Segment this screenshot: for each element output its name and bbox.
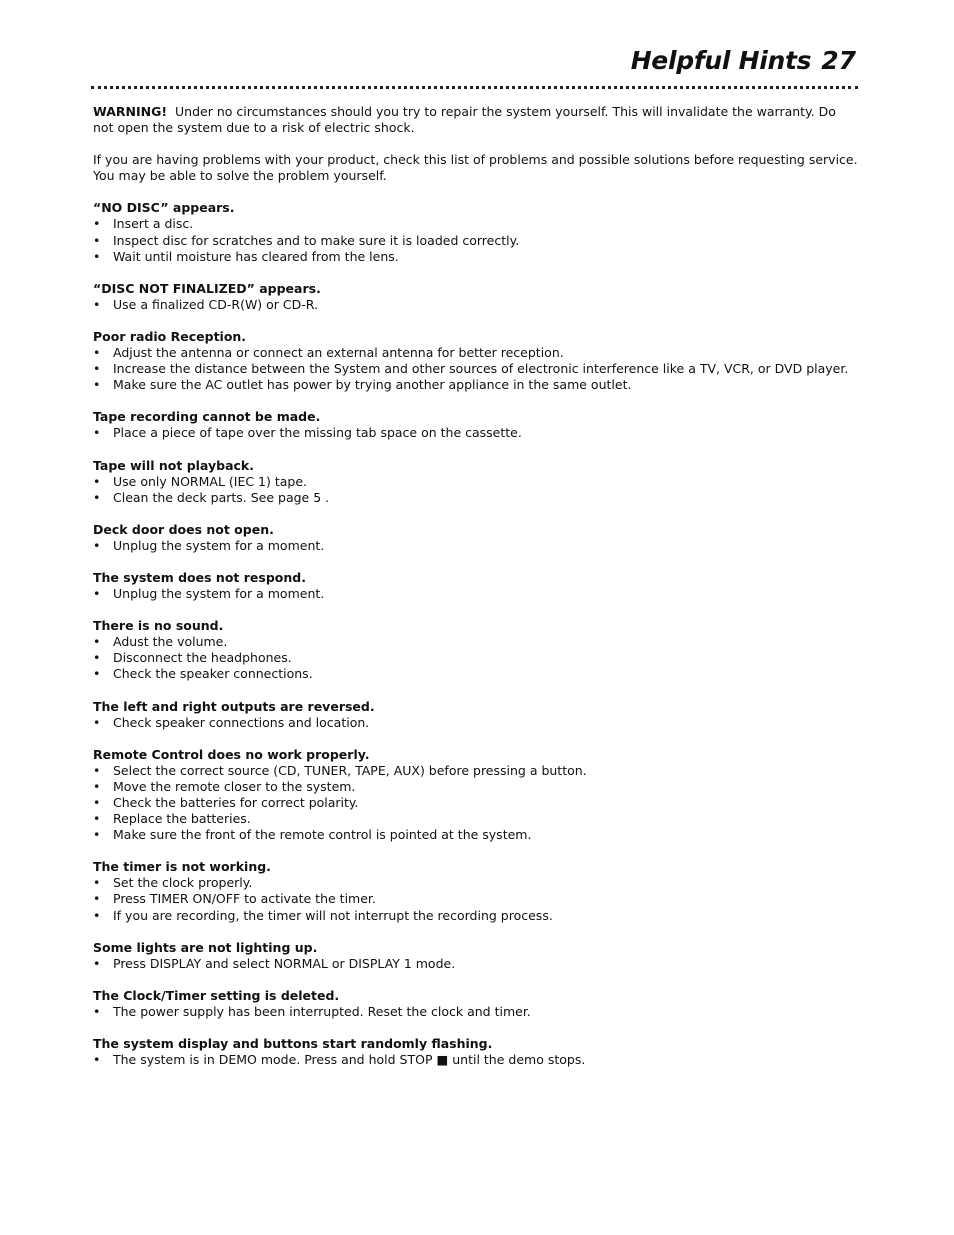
bullet-icon: • (93, 827, 101, 843)
section-heading: There is no sound. (93, 618, 224, 634)
list-item (93, 956, 858, 972)
bullet-icon: • (93, 248, 101, 264)
list-item-text: Make sure the front of the remote control is pointed at the system. (113, 827, 532, 843)
warning-label: WARNING! (93, 104, 168, 119)
troubleshooting-section (93, 329, 858, 393)
troubleshooting-section (93, 940, 858, 972)
list-item-text: Select the correct source (CD, TUNER, TAPE, AUX) before pressing a button. (113, 762, 587, 778)
bullet-icon: • (93, 795, 101, 810)
section-bullet-list (93, 425, 858, 441)
list-item (93, 425, 858, 441)
list-item-text: Check speaker connections and location. (113, 714, 370, 730)
section-heading: The Clock/Timer setting is deleted. (93, 987, 340, 1003)
troubleshooting-section (93, 618, 858, 682)
section-bullet-list (93, 345, 858, 393)
section-heading: Tape will not playback. (93, 457, 254, 473)
section-bullet-list (93, 586, 858, 602)
list-item (93, 233, 858, 249)
list-item-text: Check the speaker connections. (113, 666, 313, 682)
list-item-text: Replace the batteries. (113, 811, 251, 827)
list-item-text: The system is in DEMO mode. Press and hold STOP ■ until the demo stops. (113, 1052, 586, 1068)
list-item (93, 827, 858, 843)
bullet-icon: • (93, 425, 101, 441)
section-heading: Some lights are not lighting up. (93, 939, 318, 955)
list-item-text: Move the remote closer to the system. (113, 778, 356, 794)
warning-text: Under no circumstances should you try to repair the system yourself. This will invalidate the warranty. Do not open the system due to a risk of electric shock. (93, 104, 836, 136)
section-bullet-list (93, 715, 858, 731)
troubleshooting-section (93, 747, 858, 844)
bullet-icon: • (93, 232, 101, 248)
section-bullet-list (93, 538, 858, 554)
list-item (93, 249, 858, 265)
list-item-text: Set the clock properly. (113, 875, 253, 891)
list-item-text: Adjust the antenna or connect an external antenna for better reception. (113, 345, 564, 361)
list-item-text: Disconnect the headphones. (113, 650, 292, 666)
bullet-icon: • (93, 650, 101, 666)
section-bullet-list (93, 1052, 858, 1068)
bullet-icon: • (93, 907, 101, 923)
warning-paragraph (93, 104, 858, 136)
list-item (93, 1052, 858, 1068)
page-header (93, 46, 856, 82)
list-item (93, 216, 858, 232)
bullet-icon: • (93, 778, 101, 794)
list-item (93, 474, 858, 490)
bullet-icon: • (93, 891, 101, 907)
troubleshooting-section (93, 409, 858, 441)
section-bullet-list (93, 763, 858, 843)
list-item (93, 875, 858, 891)
bullet-icon: • (93, 955, 101, 971)
bullet-icon: • (93, 361, 101, 377)
list-item-text: Unplug the system for a moment. (113, 586, 325, 602)
troubleshooting-section (93, 570, 858, 602)
list-item-text: Place a piece of tape over the missing tab space on the cassette. (113, 425, 522, 441)
troubleshooting-section (93, 200, 858, 264)
bullet-icon: • (93, 811, 101, 827)
section-bullet-list (93, 875, 858, 923)
troubleshooting-sections (93, 200, 858, 1068)
list-item-text: The power supply has been interrupted. Reset the clock and timer. (113, 1003, 531, 1019)
section-heading: Tape recording cannot be made. (93, 409, 321, 425)
list-item-text: Press DISPLAY and select NORMAL or DISPLAY 1 mode. (113, 955, 456, 971)
section-heading: “DISC NOT FINALIZED” appears. (93, 280, 321, 296)
section-heading: “NO DISC” appears. (93, 200, 235, 216)
intro-paragraph: If you are having problems with your product, check this list of problems and possible solutions before requesting service. You may be able to solve the problem yourself. (93, 152, 858, 184)
list-item-text: Use a finalized CD-R(W) or CD-R. (113, 296, 318, 312)
section-bullet-list (93, 1004, 858, 1020)
section-bullet-list (93, 956, 858, 972)
list-item (93, 650, 858, 666)
section-bullet-list (93, 634, 858, 682)
header-dotted-rule (91, 86, 858, 89)
section-bullet-list (93, 474, 858, 506)
list-item (93, 908, 858, 924)
page-body (93, 104, 858, 1084)
troubleshooting-section (93, 699, 858, 731)
bullet-icon: • (93, 377, 101, 393)
list-item (93, 795, 858, 811)
troubleshooting-section (93, 281, 858, 313)
list-item-text: Use only NORMAL (IEC 1) tape. (113, 473, 308, 489)
section-heading: The timer is not working. (93, 859, 271, 875)
section-heading: The left and right outputs are reversed. (93, 698, 375, 714)
list-item-text: Clean the deck parts. See page 5 . (113, 489, 330, 505)
section-heading: The system does not respond. (93, 569, 306, 585)
troubleshooting-section (93, 522, 858, 554)
troubleshooting-section (93, 859, 858, 923)
list-item-text: Press TIMER ON/OFF to activate the timer. (113, 891, 376, 907)
bullet-icon: • (93, 1003, 101, 1019)
troubleshooting-section (93, 1036, 858, 1068)
list-item (93, 377, 858, 393)
section-bullet-list (93, 216, 858, 264)
list-item (93, 811, 858, 827)
list-item (93, 634, 858, 650)
section-heading: Remote Control does no work properly. (93, 746, 370, 762)
list-item (93, 586, 858, 602)
section-heading: The system display and buttons start randomly flashing. (93, 1036, 493, 1052)
bullet-icon: • (93, 666, 101, 682)
bullet-icon: • (93, 473, 101, 489)
list-item (93, 779, 858, 795)
bullet-icon: • (93, 537, 101, 553)
bullet-icon: • (93, 762, 101, 778)
list-item (93, 297, 858, 313)
list-item (93, 1004, 858, 1020)
bullet-icon: • (93, 345, 101, 361)
list-item-text: Unplug the system for a moment. (113, 537, 325, 553)
list-item-text: Check the batteries for correct polarity. (113, 795, 359, 810)
bullet-icon: • (93, 489, 101, 505)
list-item (93, 666, 858, 682)
list-item (93, 538, 858, 554)
list-item-text: Inspect disc for scratches and to make sure it is loaded correctly. (113, 232, 520, 248)
list-item-text: If you are recording, the timer will not interrupt the recording process. (113, 907, 553, 923)
list-item-text: Insert a disc. (113, 216, 194, 232)
list-item-text: Wait until moisture has cleared from the lens. (113, 248, 399, 264)
troubleshooting-section (93, 988, 858, 1020)
page-number: 27 (821, 46, 856, 75)
bullet-icon: • (93, 296, 101, 312)
troubleshooting-section (93, 458, 858, 506)
list-item (93, 361, 858, 377)
bullet-icon: • (93, 216, 101, 232)
list-item (93, 891, 858, 907)
section-heading: Poor radio Reception. (93, 328, 247, 344)
list-item (93, 715, 858, 731)
bullet-icon: • (93, 1052, 101, 1068)
list-item (93, 490, 858, 506)
list-item-text: Adust the volume. (113, 634, 228, 650)
page-title: Helpful Hints (630, 46, 812, 75)
bullet-icon: • (93, 875, 101, 891)
bullet-icon: • (93, 714, 101, 730)
bullet-icon: • (93, 634, 101, 650)
list-item-text: Make sure the AC outlet has power by trying another appliance in the same outlet. (113, 377, 632, 393)
section-bullet-list (93, 297, 858, 313)
bullet-icon: • (93, 586, 101, 602)
list-item (93, 763, 858, 779)
list-item-text: Increase the distance between the System and other sources of electronic interference like a TV, VCR, or DVD player. (113, 361, 849, 377)
list-item (93, 345, 858, 361)
section-heading: Deck door does not open. (93, 521, 274, 537)
